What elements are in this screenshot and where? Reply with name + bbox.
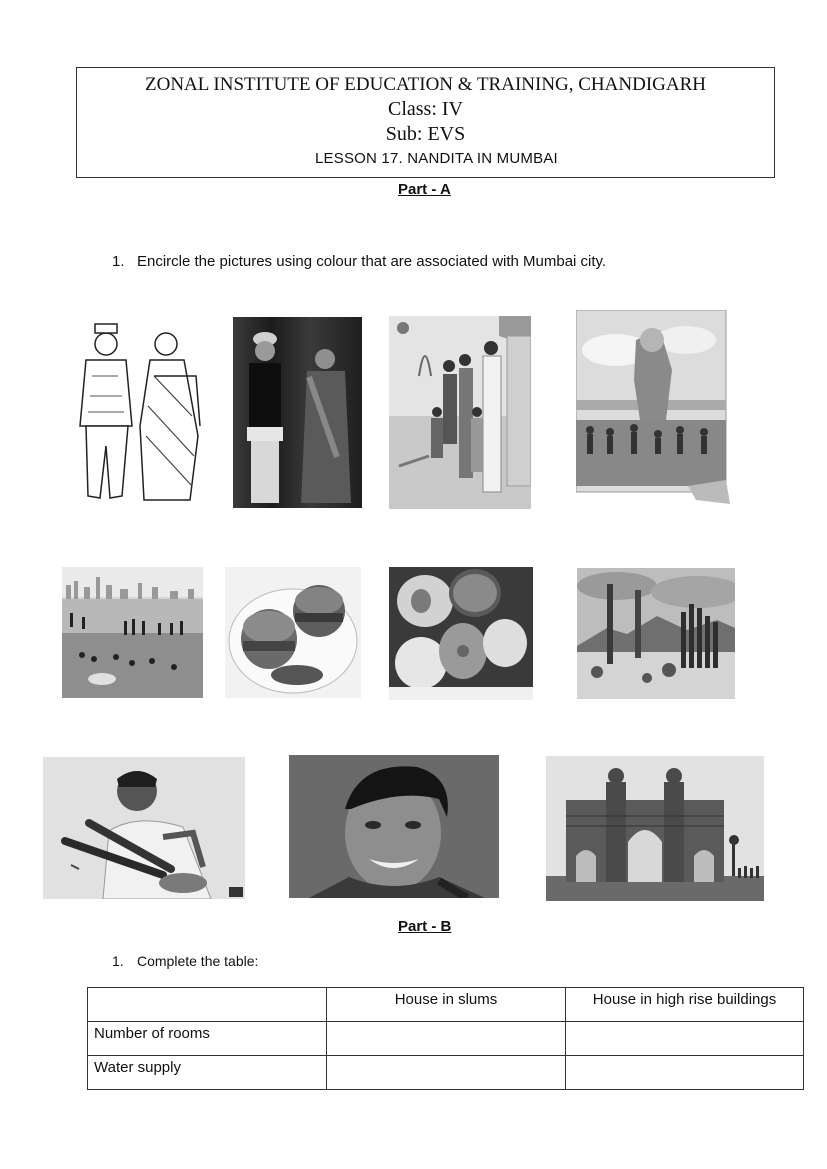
header-box (76, 67, 775, 178)
table-header-cell: House in high rise buildings (566, 988, 804, 1022)
picture-gateway-of-india[interactable] (546, 756, 764, 901)
table-header-cell: House in slums (327, 988, 566, 1022)
picture-vada-pav[interactable] (225, 567, 361, 698)
part-a-question: Encircle the pictures using colour that are associated with Mumbai city. (137, 253, 607, 270)
picture-south-indian-food[interactable] (389, 567, 533, 700)
table-cell-blank[interactable] (566, 1022, 804, 1056)
table-cell-blank[interactable] (566, 1056, 804, 1090)
picture-traditional-costume-mannequins[interactable] (233, 317, 362, 508)
part-b-question-number: 1. (112, 953, 124, 969)
picture-cricketer-with-bats[interactable] (43, 757, 245, 899)
subject-label: Sub: EVS (385, 123, 466, 145)
picture-marine-drive-beach[interactable] (62, 567, 203, 698)
table-header-cell (88, 988, 327, 1022)
institute-name: ZONAL INSTITUTE OF EDUCATION & TRAINING, CHANDIGARH (145, 74, 706, 95)
housing-comparison-table (87, 987, 804, 1090)
picture-maharashtrian-couple-drawing[interactable] (62, 316, 206, 512)
class-label: Class: IV (388, 98, 463, 120)
picture-festival-cartoon[interactable] (389, 316, 531, 509)
table-row-label: Water supply (88, 1056, 327, 1090)
part-b-question: Complete the table: (137, 953, 259, 969)
table-row (88, 1056, 804, 1090)
picture-cricketer-portrait[interactable] (289, 755, 499, 898)
picture-ganesh-immersion[interactable] (576, 310, 731, 507)
table-header-row (88, 988, 804, 1022)
lesson-title: LESSON 17. NANDITA IN MUMBAI (315, 150, 558, 167)
picture-desert-cactus[interactable] (577, 568, 735, 699)
part-a-title: Part - A (398, 181, 451, 198)
table-row-label: Number of rooms (88, 1022, 327, 1056)
table-row (88, 1022, 804, 1056)
part-a-question-number: 1. (112, 253, 125, 270)
table-cell-blank[interactable] (327, 1022, 566, 1056)
part-b-title: Part - B (398, 918, 452, 935)
table-cell-blank[interactable] (327, 1056, 566, 1090)
